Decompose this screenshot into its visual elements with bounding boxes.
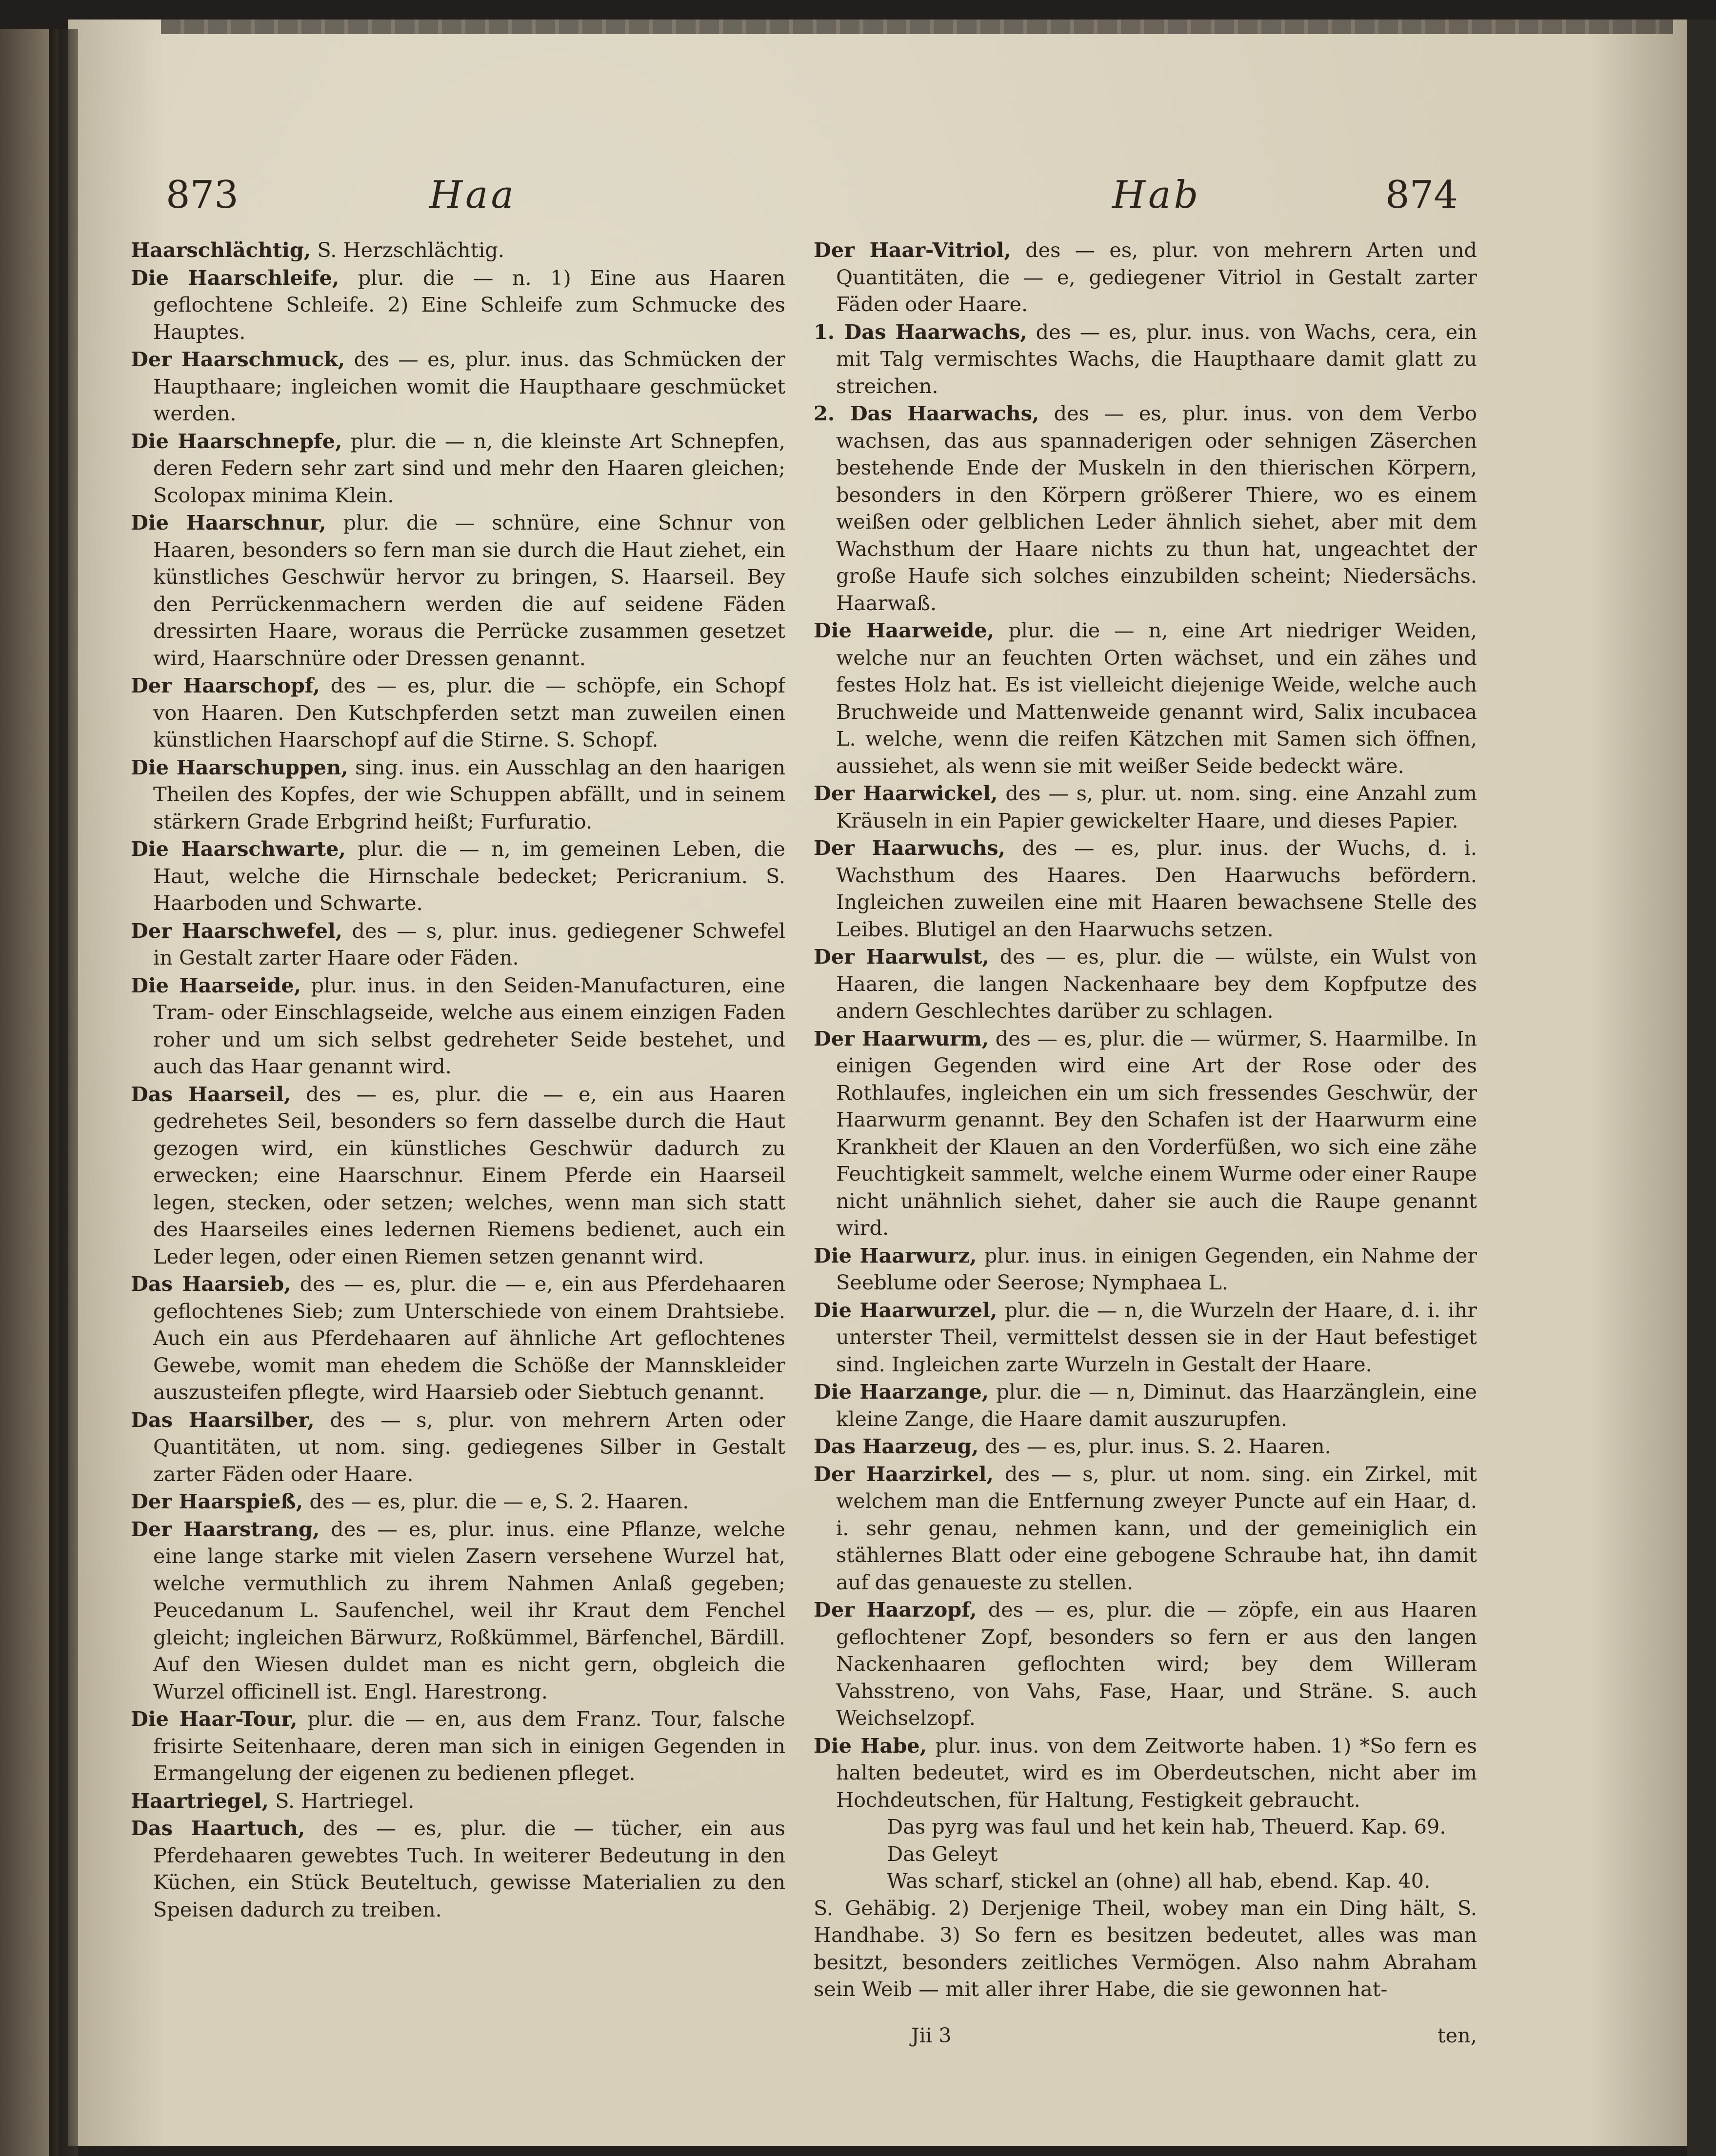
entry-text: des — es, plur. die — wülste, ein Wulst von Haaren, die langen Nackenhaare bey dem Kopfputze des andern Geschlechtes darüber zu schlagen. xyxy=(836,945,1477,1023)
right-column xyxy=(814,237,1477,2002)
dictionary-entry xyxy=(814,1242,1477,1297)
entry-text: des — es, plur. die — schöpfe, ein Schopf von Haaren. Den Kutschpferden setzt man zuweilen einen künstlichen Haarschopf auf die Stirne. S. Schopf. xyxy=(153,674,785,752)
dictionary-entry xyxy=(814,400,1477,617)
left-column xyxy=(131,237,785,2002)
page-footer xyxy=(814,2024,1477,2053)
entry-text: plur. inus. von dem Zeitworte haben. 1) *So fern es halten bedeutet, wird es im Oberdeutschen, nicht aber im Hochdeutschen, für Haltung, Festigkeit gebraucht. xyxy=(836,1734,1477,1812)
entry-headword: Die Haarseide, xyxy=(131,973,301,997)
entry-text: des — es, plur. inus. das Schmücken der Haupthaare; ingleichen womit die Haupthaare geschmücket werden. xyxy=(153,348,785,425)
dictionary-entry xyxy=(131,754,785,836)
dictionary-entry xyxy=(814,318,1477,400)
entry-headword: Die Haarwurz, xyxy=(814,1243,977,1267)
entry-headword: 1. Das Haarwachs, xyxy=(814,319,1027,344)
entry-text: plur. die — n, die Wurzeln der Haare, d. i. ihr unterster Theil, vermittelst dessen sie in der Haut befestiget sind. Ingleichen zarte Wurzeln in Gestalt der Haare. xyxy=(836,1298,1477,1376)
entry-headword: Der Haarzopf, xyxy=(814,1598,977,1622)
entry-text: plur. die — n, die kleinste Art Schnepfen, deren Federn sehr zart sind und mehr den Haaren gleichen; Scolopax minima Klein. xyxy=(153,429,785,507)
entry-text: des — es, plur. die — tücher, ein aus Pferdehaaren gewebtes Tuch. In weiterer Bedeutung in den Küchen, ein Stück Beuteltuch, gewisse Materialien zu den Speisen dadurch zu treiben. xyxy=(153,1817,785,1921)
entry-headword: Die Haarschnepfe, xyxy=(131,429,342,453)
entry-text: des — s, plur. von mehrern Arten oder Quantitäten, ut nom. sing. gediegenes Silber in Gestalt zarter Fäden oder Haare. xyxy=(153,1408,785,1486)
dictionary-entry xyxy=(131,509,785,672)
dictionary-entry xyxy=(131,1815,785,1923)
entry-headword: Die Haarweide, xyxy=(814,618,995,642)
dictionary-entry xyxy=(131,264,785,346)
entry-text: plur. inus. in einigen Gegenden, ein Nahme der Seeblume oder Seerose; Nymphaea L. xyxy=(836,1244,1477,1294)
entry-headword: Der Haarzirkel, xyxy=(814,1462,994,1486)
dictionary-entry xyxy=(131,1406,785,1488)
entry-headword: Der Haarwickel, xyxy=(814,781,998,805)
running-head-right: Hab xyxy=(1112,173,1201,217)
dictionary-entry xyxy=(814,1461,1477,1597)
entry-text: sing. inus. ein Ausschlag an den haarigen Theilen des Kopfes, der wie Schuppen abfällt, und in seinem stärkern Grade Erbgrind heißt; Furfuratio. xyxy=(153,755,785,833)
entry-text: plur. die — en, aus dem Franz. Tour, falsche frisirte Seitenhaare, deren man sich in einigen Gegenden in Ermangelung der eigenen zu bedienen pfleget. xyxy=(153,1707,785,1785)
entry-headword: Das Haarseil, xyxy=(131,1082,291,1106)
entry-headword: Die Haarschuppen, xyxy=(131,755,348,779)
entry-text: des — s, plur. ut nom. sing. ein Zirkel, mit welchem man die Entfernung zweyer Puncte auf ein Haar, d. i. sehr genau, nehmen kann, und der gemeiniglich ein stählernes Blatt oder eine gebogene Schraube hat, ihn damit auf das genaueste zu stellen. xyxy=(836,1462,1477,1594)
dictionary-entry xyxy=(131,672,785,754)
dictionary-entry xyxy=(814,237,1477,318)
dictionary-entry xyxy=(131,835,785,917)
dictionary-entry xyxy=(131,237,785,264)
page-right-edge xyxy=(1687,20,1716,2156)
entry-headword: Der Haarspieß, xyxy=(131,1489,303,1513)
dictionary-entry xyxy=(814,1433,1477,1461)
dictionary-entry xyxy=(131,346,785,428)
dictionary-entry xyxy=(131,917,785,972)
citation-line: Das Geleyt xyxy=(887,1842,998,1866)
dictionary-entry xyxy=(814,1297,1477,1379)
entry-text: des — es, plur. die — zöpfe, ein aus Haaren geflochtener Zopf, besonders so fern er aus den langen Nackenhaaren geflochten wird; bey dem Willeram Vahsstreno, von Vahs, Fase, Haar, und Sträne. S. auch Weichselzopf. xyxy=(836,1598,1477,1730)
binding-edge xyxy=(161,20,1673,34)
entry-headword: Die Haarzange, xyxy=(814,1380,989,1404)
dictionary-entry xyxy=(131,1488,785,1516)
right-entries xyxy=(814,237,1477,1814)
entry-headword: Der Haarschwefel, xyxy=(131,918,343,943)
entry-text: des — es, plur. inus. S. 2. Haaren. xyxy=(978,1435,1331,1458)
dictionary-entry xyxy=(131,428,785,510)
entry-headword: Der Haarschopf, xyxy=(131,673,320,697)
entry-headword: Die Haarschnur, xyxy=(131,511,326,534)
entry-headword: Der Haarwurm, xyxy=(814,1026,989,1050)
entry-text: des — es, plur. die — e, ein aus Pferdehaaren geflochtenes Sieb; zum Unterschiede von einem Drahtsiebe. Auch ein aus Pferdehaaren auf ähnliche Art geflochtenes Gewebe, womit man ehedem die Schöße der Mannskleider auszusteifen pflegte, wird Haarsieb oder Siebtuch genannt. xyxy=(153,1272,785,1404)
entry-text: des — es, plur. die — würmer, S. Haarmilbe. In einigen Gegenden wird eine Art der Rose oder des Rothlaufes, ingleichen ein um sich fressendes Geschwür, der Haarwurm genannt. Bey den Schafen ist der Haarwurm eine Krankheit der Klauen an den Vorderfüßen, wo sich eine zähe Feuchtigkeit sammelt, welche einem Wurme oder einer Raupe nicht unähnlich siehet, daher sie auch die Raupe genannt wird. xyxy=(836,1027,1477,1240)
entry-headword: Der Haarwulst, xyxy=(814,945,989,969)
entry-headword: Der Haarstrang, xyxy=(131,1517,320,1541)
dictionary-entry xyxy=(814,617,1477,780)
catchword: ten, xyxy=(1437,2024,1477,2047)
dictionary-entry xyxy=(131,1081,785,1271)
entry-text: des — es, plur. von mehrern Arten und Quantitäten, die — e, gediegener Vitriol in Gestalt zarter Fäden oder Haare. xyxy=(836,238,1477,316)
gutter-shadow xyxy=(49,29,78,2156)
running-head-left: Haa xyxy=(429,173,517,217)
entry-headword: Das Haartuch, xyxy=(131,1816,305,1840)
entry-text: des — es, plur. inus. von Wachs, cera, ein mit Talg vermischtes Wachs, die Haupthaare damit glatt zu streichen. xyxy=(836,320,1477,398)
entry-headword: Der Haar-Vitriol, xyxy=(814,238,1011,262)
page-number-right: 874 xyxy=(1385,173,1458,217)
entry-text: S. Hartriegel. xyxy=(268,1789,415,1813)
entry-text: des — s, plur. ut. nom. sing. eine Anzahl zum Kräuseln in ein Papier gewickelter Haare, und dieses Papier. xyxy=(836,782,1477,832)
dictionary-entry xyxy=(131,1270,785,1406)
citation-line: Was scharf, stickel an (ohne) all hab, ebend. Kap. 40. xyxy=(887,1869,1431,1893)
entry-headword: Die Haarwurzel, xyxy=(814,1298,998,1322)
entry-text: plur. die — n, im gemeinen Leben, die Haut, welche die Hirnschale bedecket; Pericranium. S. Haarboden und Schwarte. xyxy=(153,837,785,915)
citation-line: Das pyrg was faul und het kein hab, Theuerd. Kap. 69. xyxy=(887,1815,1446,1839)
entry-text: des — es, plur. inus. eine Pflanze, welche eine lange starke mit vielen Zasern versehene Wurzel hat, welche vermuthlich zu ihrem Nahmen Anlaß gegeben; Peucedanum L. Saufenchel, weil ihr Kraut dem Fenchel gleicht; ingleichen Bärwurz, Roßkümmel, Bärfenchel, Bärdill. Auf den Wiesen duldet man es nicht gern, obgleich die Wurzel officinell ist. Engl. Harestrong. xyxy=(153,1517,785,1703)
entry-text: des — es, plur. inus. von dem Verbo wachsen, das aus spannaderigen oder sehnigen Zäserchen bestehende Ende der Muskeln in den thierischen Körpern, besonders in den Körpern größerer Thiere, wo es einem weißen oder gelblichen Leder ähnlich siehet, aber mit dem Wachsthum der Haare nichts zu thun hat, ungeachtet der große Haufe sich solches einzubilden scheint; Niedersächs. Haarwaß. xyxy=(836,402,1477,615)
dictionary-entry xyxy=(131,1705,785,1787)
entry-headword: Haartriegel, xyxy=(131,1788,269,1813)
entry-text: des — es, plur. die — e, S. 2. Haaren. xyxy=(303,1490,689,1513)
citation-block xyxy=(814,1814,1477,1895)
dictionary-entry xyxy=(131,972,785,1081)
entry-headword: Die Haarschleife, xyxy=(131,265,339,290)
dictionary-entry xyxy=(814,1378,1477,1433)
dictionary-entry xyxy=(814,1596,1477,1732)
entry-headword: Das Haarsilber, xyxy=(131,1407,315,1432)
entry-text: plur. die — n. 1) Eine aus Haaren geflochtene Schleife. 2) Eine Schleife zum Schmucke des Hauptes. xyxy=(153,266,785,344)
dictionary-entry xyxy=(131,1787,785,1815)
entry-headword: 2. Das Haarwachs, xyxy=(814,401,1039,425)
entry-headword: Das Haarsieb, xyxy=(131,1272,291,1296)
entry-text: plur. inus. in den Seiden-Manufacturen, eine Tram- oder Einschlagseide, welche aus einem einzigen Faden roher und um sich selbst gedreheter Seide bestehet, und auch das Haar genannt wird. xyxy=(153,973,785,1078)
dictionary-entry xyxy=(814,834,1477,943)
entry-headword: Der Haarschmuck, xyxy=(131,347,345,371)
entry-text: plur. die — n, Diminut. das Haarzänglein, eine kleine Zange, die Haare damit auszurupfen. xyxy=(836,1380,1477,1431)
entry-headword: Die Habe, xyxy=(814,1733,927,1758)
entry-headword: Haarschlächtig, xyxy=(131,238,311,262)
dictionary-entry xyxy=(814,943,1477,1025)
dictionary-entry xyxy=(814,1025,1477,1242)
entry-text: plur. die — n, eine Art niedriger Weiden, welche nur an feuchten Orten wächset, und ein zähes und festes Holz hat. Es ist vielleicht diejenige Weide, welche auch Bruchweide und Mattenweide genannt wird, Salix incubacea L. welche, wenn die reifen Kätzchen mit Samen sich öffnen, aussiehet, als wenn sie mit weißer Seide bedeckt wäre. xyxy=(836,619,1477,778)
entry-text: S. Herzschlächtig. xyxy=(311,238,505,262)
continuation-text: S. Gehäbig. 2) Derjenige Theil, wobey man ein Ding hält, S. Handhabe. 3) So fern es besitzen bedeutet, alles was man besitzt, besonders zeitliches Vermögen. Also nahm Abraham sein Weib — mit aller ihrer Habe, die sie gewonnen hat- xyxy=(814,1896,1477,2001)
entry-headword: Der Haarwuchs, xyxy=(814,836,1006,860)
entry-text: plur. die — schnüre, eine Schnur von Haaren, besonders so fern man sie durch die Haut ziehet, ein künstliches Geschwür hervor zu bringen, S. Haarseil. Bey den Perrückenmachern werden die auf seidene Fäden dressirten Haare, woraus die Perrücke zusammen gesetzet wird, Haarschnüre oder Dressen genannt. xyxy=(153,511,785,670)
entry-text: des — es, plur. inus. der Wuchs, d. i. Wachsthum des Haares. Den Haarwuchs befördern. Ingleichen zuweilen eine mit Haaren bewachsene Stelle des Leibes. Blutigel an den Haarwuchs setzen. xyxy=(836,836,1477,941)
entry-text: des — s, plur. inus. gediegener Schwefel in Gestalt zarter Haare oder Fäden. xyxy=(153,919,785,969)
entry-text: des — es, plur. die — e, ein aus Haaren gedrehetes Seil, besonders so fern dasselbe durch die Haut gezogen wird, ein künstliches Geschwür dadurch zu erwecken; eine Haarschnur. Einem Pferde ein Haarseil legen, stecken, oder setzen; welches, wenn man sich statt des Haarseiles eines ledernen Riemens bedienet, auch ein Leder legen, oder einen Riemen setzen genannt wird. xyxy=(153,1082,785,1268)
entry-headword: Das Haarzeug, xyxy=(814,1434,979,1458)
entry-headword: Die Haarschwarte, xyxy=(131,837,346,861)
signature-mark: Jii 3 xyxy=(911,2024,952,2047)
dictionary-entry xyxy=(814,780,1477,834)
page-number-left: 873 xyxy=(166,173,239,217)
entry-headword: Die Haar-Tour, xyxy=(131,1707,298,1731)
dictionary-entry xyxy=(814,1732,1477,1814)
page-header xyxy=(156,173,1458,232)
dictionary-entry xyxy=(131,1516,785,1706)
